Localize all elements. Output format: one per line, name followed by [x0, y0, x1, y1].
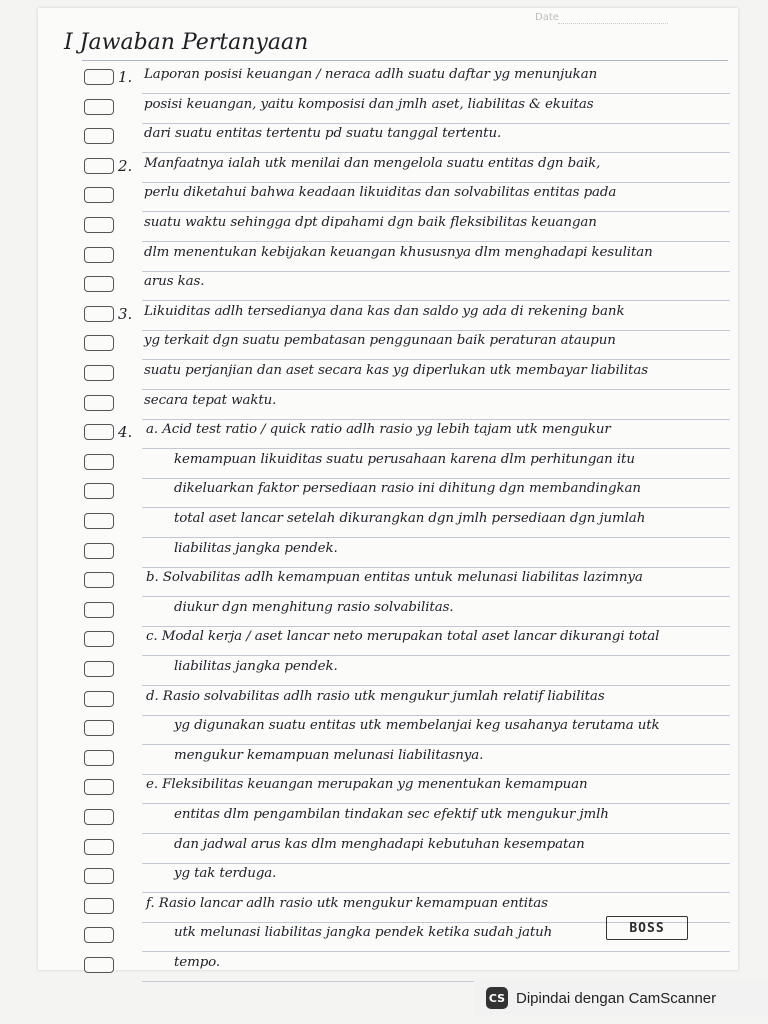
line-row: [38, 94, 738, 124]
page-title: I Jawaban Pertanyaan: [64, 30, 309, 55]
camscanner-label: Dipindai dengan CamScanner: [516, 989, 717, 1007]
line-row: [38, 686, 738, 716]
question-number: 2.: [118, 156, 133, 175]
line-checkbox[interactable]: [84, 335, 114, 351]
line-row: [38, 656, 738, 686]
line-row: [38, 715, 738, 745]
handwritten-text: Manfaatnya ialah utk menilai dan mengelola suatu entitas dgn baik,: [144, 155, 601, 171]
line-row: [38, 64, 738, 94]
handwritten-text: b. Solvabilitas adlh kemampuan entitas untuk melunasi liabilitas lazimnya: [146, 570, 643, 586]
line-checkbox[interactable]: [84, 128, 114, 144]
line-checkbox[interactable]: [84, 365, 114, 381]
line-row: [38, 538, 738, 568]
handwritten-text: dan jadwal arus kas dlm menghadapi kebutuhan kesempatan: [174, 836, 585, 852]
date-label: Date: [535, 12, 559, 23]
line-checkbox[interactable]: [84, 898, 114, 914]
line-row: [38, 863, 738, 893]
handwritten-text: liabilitas jangka pendek.: [174, 540, 338, 556]
handwritten-text: perlu diketahui bahwa keadaan likuiditas dan solvabilitas entitas pada: [144, 185, 617, 201]
handwritten-text: mengukur kemampuan melunasi liabilitasnya.: [174, 747, 484, 763]
handwritten-text: total aset lancar setelah dikurangkan dgn jmlh persediaan dgn jumlah: [174, 511, 646, 526]
line-row: [38, 123, 738, 153]
handwritten-text: Likuiditas adlh tersedianya dana kas dan saldo yg ada di rekening bank: [144, 303, 625, 319]
handwritten-text: yg terkait dgn suatu pembatasan penggunaan baik peraturan ataupun: [144, 333, 616, 349]
line-checkbox[interactable]: [84, 661, 114, 677]
line-checkbox[interactable]: [84, 868, 114, 884]
line-checkbox[interactable]: [84, 187, 114, 203]
line-checkbox[interactable]: [84, 158, 114, 174]
line-checkbox[interactable]: [84, 99, 114, 115]
handwritten-text: entitas dlm pengambilan tindakan sec efektif utk mengukur jmlh: [174, 807, 609, 822]
question-number: 1.: [118, 68, 133, 86]
line-checkbox[interactable]: [84, 424, 114, 440]
handwritten-text: dlm menentukan kebijakan keuangan khususnya dlm menghadapi kesulitan: [144, 244, 653, 260]
line-row: [38, 182, 738, 212]
handwritten-text: c. Modal kerja / aset lancar neto merupakan total aset lancar dikurangi total: [146, 629, 660, 645]
line-checkbox[interactable]: [84, 839, 114, 855]
line-checkbox[interactable]: [84, 750, 114, 766]
line-row: [38, 301, 738, 331]
line-checkbox[interactable]: [84, 247, 114, 263]
line-row: [38, 745, 738, 775]
line-row: [38, 271, 738, 301]
line-checkbox[interactable]: [84, 602, 114, 618]
handwritten-text: yg tak terduga.: [174, 866, 277, 882]
line-checkbox[interactable]: [84, 691, 114, 707]
line-row: [38, 804, 738, 834]
line-checkbox[interactable]: [84, 276, 114, 292]
date-line: [558, 23, 668, 24]
handwritten-text: dikeluarkan faktor persediaan rasio ini dihitung dgn membandingkan: [174, 481, 641, 497]
handwritten-text: yg digunakan suatu entitas utk membelanjai keg usahanya terutama utk: [174, 718, 660, 734]
handwritten-text: Laporan posisi keuangan / neraca adlh suatu daftar yg menunjukan: [144, 67, 598, 82]
line-checkbox[interactable]: [84, 217, 114, 233]
line-row: [38, 567, 738, 597]
line-checkbox[interactable]: [84, 779, 114, 795]
line-checkbox[interactable]: [84, 927, 114, 943]
boss-stamp: BOSS: [606, 916, 688, 940]
line-row: [38, 419, 738, 449]
line-row: [38, 242, 738, 272]
handwritten-text: kemampuan likuiditas suatu perusahaan karena dlm perhitungan itu: [174, 451, 635, 467]
question-number: 3.: [118, 304, 133, 323]
line-checkbox[interactable]: [84, 69, 114, 85]
line-checkbox[interactable]: [84, 395, 114, 411]
title-rule: [82, 60, 728, 61]
handwritten-text: suatu waktu sehingga dpt dipahami dgn baik fleksibilitas keuangan: [144, 215, 597, 230]
handwritten-text: f. Rasio lancar adlh rasio utk mengukur kemampuan entitas: [146, 895, 548, 911]
line-checkbox[interactable]: [84, 454, 114, 470]
camscanner-badge: [474, 981, 768, 1015]
handwritten-text: arus kas.: [144, 274, 205, 290]
line-row: [38, 774, 738, 804]
handwritten-text: dari suatu entitas tertentu pd suatu tanggal tertentu.: [144, 126, 502, 142]
handwritten-text: a. Acid test ratio / quick ratio adlh rasio yg lebih tajam utk mengukur: [146, 422, 611, 438]
line-row: [38, 390, 738, 420]
line-row: [38, 212, 738, 242]
line-checkbox[interactable]: [84, 631, 114, 647]
handwritten-text: utk melunasi liabilitas jangka pendek ketika sudah jatuh: [174, 925, 553, 941]
line-checkbox[interactable]: [84, 306, 114, 322]
line-row: [38, 626, 738, 656]
camscanner-logo-icon: CS: [486, 987, 508, 1009]
line-row: [38, 597, 738, 627]
handwritten-text: e. Fleksibilitas keuangan merupakan yg menentukan kemampuan: [146, 777, 588, 793]
line-row: [38, 478, 738, 508]
handwritten-text: liabilitas jangka pendek.: [174, 659, 338, 674]
line-checkbox[interactable]: [84, 572, 114, 588]
handwritten-text: d. Rasio solvabilitas adlh rasio utk mengukur jumlah relatif liabilitas: [146, 688, 605, 704]
handwritten-text: diukur dgn menghitung rasio solvabilitas.: [174, 599, 454, 615]
line-checkbox[interactable]: [84, 483, 114, 499]
line-row: [38, 360, 738, 390]
line-row: [38, 834, 738, 864]
line-row: [38, 330, 738, 360]
line-checkbox[interactable]: [84, 957, 114, 973]
notebook-page: [38, 8, 738, 970]
handwritten-text: tempo.: [174, 955, 221, 970]
handwritten-text: posisi keuangan, yaitu komposisi dan jmlh aset, liabilitas & ekuitas: [144, 96, 594, 112]
line-row: [38, 449, 738, 479]
question-number: 4.: [118, 423, 133, 442]
line-row: [38, 153, 738, 183]
line-row: [38, 952, 738, 982]
line-checkbox[interactable]: [84, 809, 114, 825]
handwritten-text: secara tepat waktu.: [144, 392, 277, 408]
line-row: [38, 508, 738, 538]
line-checkbox[interactable]: [84, 543, 114, 559]
line-checkbox[interactable]: [84, 720, 114, 736]
handwritten-text: suatu perjanjian dan aset secara kas yg diperlukan utk membayar liabilitas: [144, 363, 648, 378]
line-checkbox[interactable]: [84, 513, 114, 529]
